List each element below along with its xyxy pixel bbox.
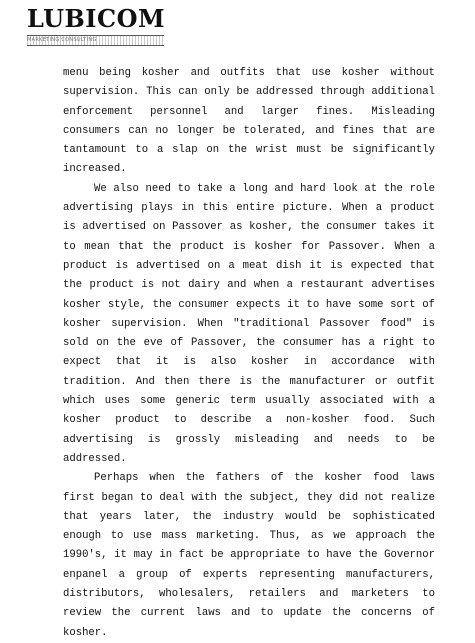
paragraph-recommendation: Perhaps when the fathers of the kosher food laws first began to deal with the subject, they did not realize that years later, the industry would be sophisticated enough to use mass marketing. Thus, as we approach the 1990's, it may in fact be appropriate to have the Governor enpanel a group of experts representing manufacturers, distributors, wholesalers, retailers and marketers to review the current laws and to update the concerns of kosher. (63, 472, 435, 639)
logo-tagline-strip: MARKETING CONSULTING (27, 35, 164, 46)
paragraph-advertising: We also need to take a long and hard look at the role advertising plays in this entire picture. When a product is advertised on Passover as kosher, the consumer takes it to mean that the product is kosher for Passover. When a product is advertised on a meat dish it is expected that the product is not dairy and when a restaurant advertises kosher style, the consumer expects it to have some sort of kosher supervision. When "traditional Passover food" is sold on the eve of Passover, the consumer has a right to expect that it is also kosher in accordance with tradition. And then there is the manufacturer or outfit which uses some generic term usually associated with a kosher product to describe a non-kosher food. Such advertising is grossly misleading and needs to be addressed. (63, 182, 435, 465)
company-logo: LUBICOM (27, 4, 166, 33)
document-body (63, 64, 435, 643)
paragraph-continuation: menu being kosher and outfits that use kosher without supervision. This can only be addressed through additional enforcement personnel and larger fines. Misleading consumers can no longer be tolerated, and fines that are tantamount to a slap on the wrist must be significantly increased. (63, 67, 435, 176)
letterhead (27, 4, 187, 48)
